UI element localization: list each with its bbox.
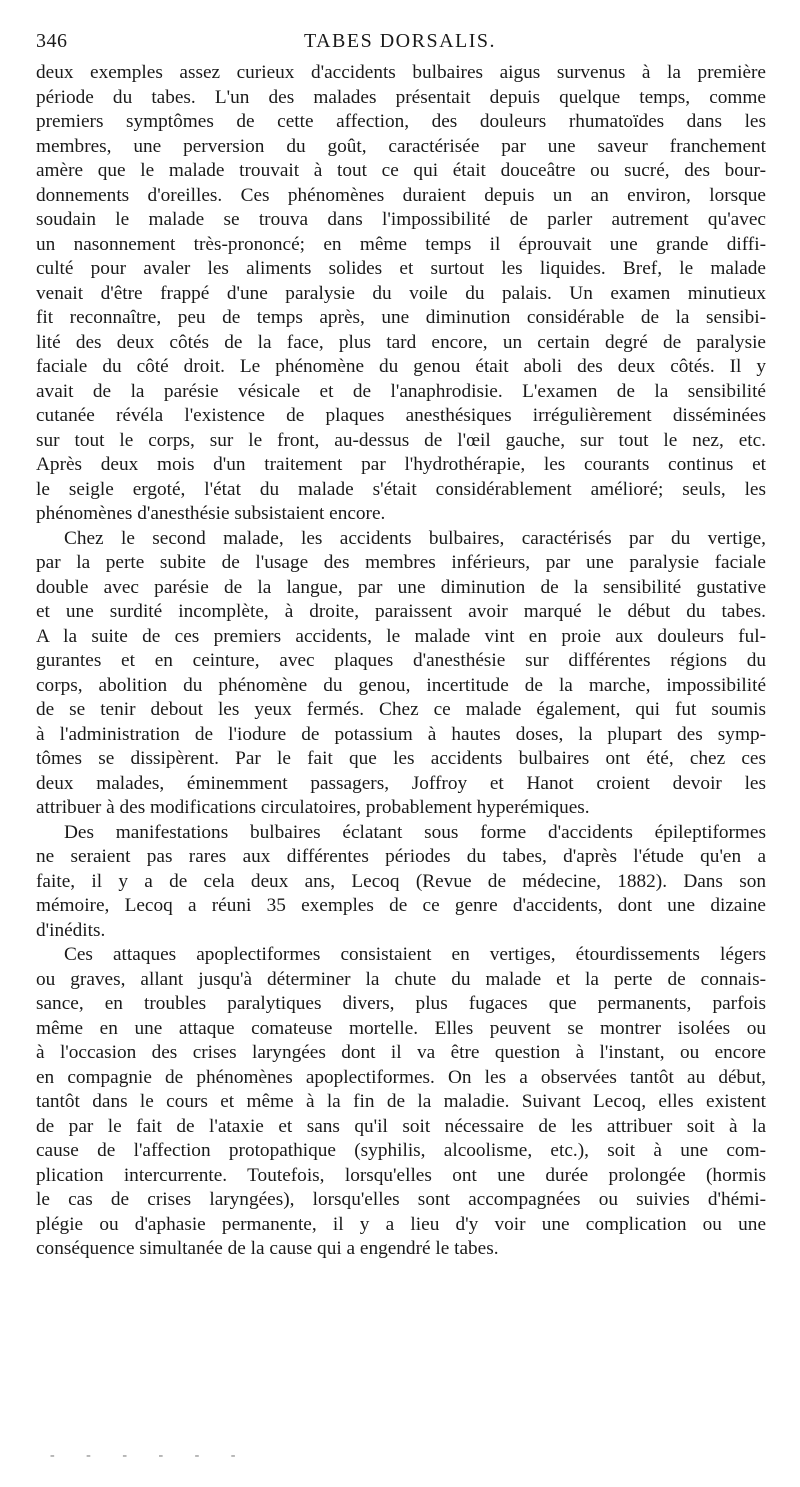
text-line: à l'occasion des crises laryngées dont il va être question à l'instant, ou encore bbox=[36, 1042, 766, 1063]
paragraph bbox=[36, 527, 766, 821]
text-line: culté pour avaler les aliments solides et surtout les liquides. Bref, le malade bbox=[36, 258, 766, 279]
text-line: faite, il y a de cela deux ans, Lecoq (Revue de médecine, 1882). Dans son bbox=[36, 870, 766, 892]
text-line: de se tenir debout les yeux fermés. Chez ce malade également, qui fut soumis bbox=[36, 699, 766, 720]
text-line: attribuer à des modifications circulatoires, probablement hyperémiques. bbox=[36, 797, 590, 818]
text-line: le seigle ergoté, l'état du malade s'était considérablement amélioré; seuls, les bbox=[36, 478, 766, 500]
text-line: d'inédits. bbox=[36, 919, 106, 941]
body-text bbox=[36, 61, 766, 1262]
text-line: A la suite de ces premiers accidents, le malade vint en proie aux douleurs ful- bbox=[36, 625, 766, 647]
running-title: TABES DORSALIS. bbox=[303, 30, 497, 52]
text-line: en compagnie de phénomènes apoplectiformes. On les a observées tantôt au début, bbox=[36, 1066, 766, 1088]
text-line: fit reconnaître, peu de temps après, une diminution considérable de la sensibi- bbox=[36, 307, 766, 328]
text-line: premiers symptômes de cette affection, des douleurs rhumatoïdes dans les bbox=[36, 111, 766, 132]
text-line: Chez le second malade, les accidents bulbaires, caractérisés par du vertige, bbox=[64, 527, 766, 549]
text-line: double avec parésie de la langue, par une diminution de la sensibilité gustative bbox=[36, 576, 766, 598]
text-line: amère que le malade trouvait à tout ce qui était douceâtre ou sucré, des bour- bbox=[36, 160, 766, 181]
text-line: corps, abolition du phénomène du genou, incertitude de la marche, impossibilité bbox=[36, 674, 766, 696]
text-line: conséquence simultanée de la cause qui a engendré le tabes. bbox=[36, 1238, 499, 1259]
text-line: faciale du côté droit. Le phénomène du genou était aboli des deux côtés. Il y bbox=[36, 356, 766, 377]
text-line: tômes se dissipèrent. Par le fait que les accidents bulbaires ont été, chez ces bbox=[36, 748, 766, 769]
paragraph bbox=[36, 943, 766, 1262]
text-line: sance, en troubles paralytiques divers, plus fugaces que permanents, parfois bbox=[36, 993, 766, 1014]
paragraph bbox=[36, 61, 766, 527]
text-line: avait de la parésie vésicale et de l'anaphrodisie. L'examen de la sensibilité bbox=[36, 380, 766, 402]
text-line: cutanée révéla l'existence de plaques anesthésiques irrégulièrement disséminées bbox=[36, 405, 766, 426]
text-line: ne seraient pas rares aux différentes périodes du tabes, d'après l'étude qu'en a bbox=[36, 846, 766, 867]
text-line: à l'administration de l'iodure de potassium à hautes doses, la plupart des symp- bbox=[36, 723, 766, 745]
text-line: venait d'être frappé d'une paralysie du voile du palais. Un examen minutieux bbox=[36, 282, 766, 304]
text-line: Après deux mois d'un traitement par l'hydrothérapie, les courants continus et bbox=[36, 454, 766, 475]
text-line: le cas de crises laryngées), lorsqu'elles sont accompagnées ou suivies d'hémi- bbox=[36, 1189, 766, 1210]
text-line: par la perte subite de l'usage des membres inférieurs, par une paralysie faciale bbox=[36, 552, 766, 573]
page-header bbox=[36, 30, 764, 60]
text-line: Des manifestations bulbaires éclatant sous forme d'accidents épileptiformes bbox=[64, 821, 766, 843]
text-line: même en une attaque comateuse mortelle. Elles peuvent se montrer isolées ou bbox=[36, 1017, 766, 1039]
text-line: donnements d'oreilles. Ces phénomènes duraient depuis un an environ, lorsque bbox=[36, 184, 766, 206]
text-line: de par le fait de l'ataxie et sans qu'il soit nécessaire de les attribuer soit à la bbox=[36, 1115, 766, 1137]
text-line: tantôt dans le cours et même à la fin de la maladie. Suivant Lecoq, elles existent bbox=[36, 1091, 766, 1112]
text-line: ou graves, allant jusqu'à déterminer la chute du malade et la perte de connais- bbox=[36, 968, 766, 990]
text-line: et une surdité incomplète, à droite, paraissent avoir marqué le début du tabes. bbox=[36, 601, 766, 622]
text-line: membres, une perversion du goût, caractérisée par une saveur franchement bbox=[36, 135, 766, 157]
page-number: 346 bbox=[36, 30, 68, 52]
text-line: gurantes et en ceinture, avec plaques d'anesthésie sur différentes régions du bbox=[36, 650, 766, 671]
text-line: période du tabes. L'un des malades présentait depuis quelque temps, comme bbox=[36, 86, 766, 108]
text-line: lité des deux côtés de la face, plus tard encore, un certain degré de paralysie bbox=[36, 331, 766, 353]
text-line: cause de l'affection protopathique (syphilis, alcoolisme, etc.), soit à une com- bbox=[36, 1140, 766, 1161]
text-line: deux exemples assez curieux d'accidents bulbaires aigus survenus à la première bbox=[36, 62, 766, 83]
paragraph bbox=[36, 821, 766, 944]
text-line: phénomènes d'anesthésie subsistaient encore. bbox=[36, 503, 386, 524]
text-line: soudain le malade se trouva dans l'impossibilité de parler autrement qu'avec bbox=[36, 209, 766, 230]
text-line: Ces attaques apoplectiformes consistaient en vertiges, étourdissements légers bbox=[64, 944, 766, 965]
text-line: deux malades, éminemment passagers, Joffroy et Hanot croient devoir les bbox=[36, 772, 766, 794]
text-line: plégie ou d'aphasie permanente, il y a lieu d'y voir une complication ou une bbox=[36, 1213, 766, 1235]
text-line: un nasonnement très-prononcé; en même temps il éprouvait une grande diffi- bbox=[36, 233, 766, 255]
text-line: sur tout le corps, sur le front, au-dessus de l'œil gauche, sur tout le nez, etc. bbox=[36, 429, 766, 451]
text-line: mémoire, Lecoq a réuni 35 exemples de ce genre d'accidents, dont une dizaine bbox=[36, 895, 766, 916]
text-line: plication intercurrente. Toutefois, lorsqu'elles ont une durée prolongée (hormis bbox=[36, 1164, 766, 1186]
footer-marks: - - - - - - bbox=[50, 1448, 250, 1463]
